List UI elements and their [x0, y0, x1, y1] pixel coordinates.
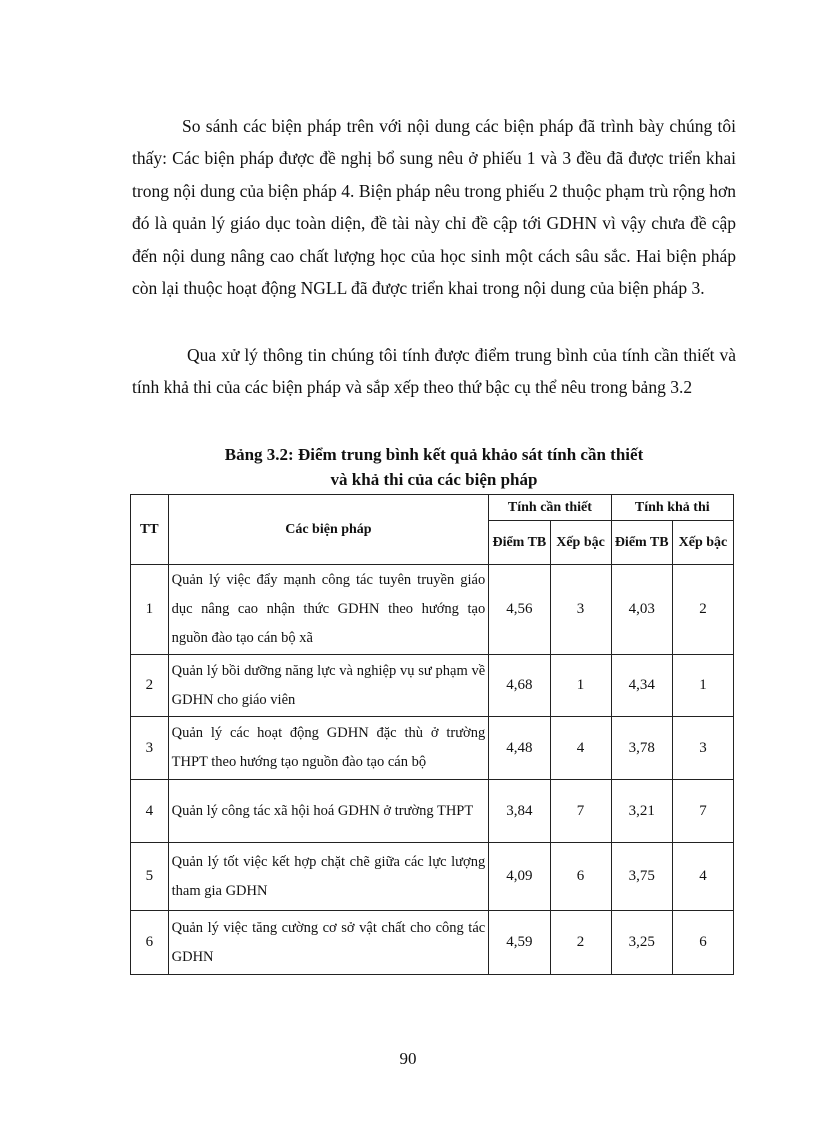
cell-measure: Quản lý tốt việc kết hợp chặt chẽ giữa các lực lượng tham gia GDHN: [168, 843, 489, 911]
cell-necessity-score: 4,48: [489, 717, 550, 780]
cell-tt: 1: [131, 565, 169, 655]
body-paragraph: So sánh các biện pháp trên với nội dung các biện pháp đã trình bày chúng tôi thấy: Các biện pháp được đề nghị bổ sung nêu ở phiếu 1 và 3 đều đã được triển khai trong nội dung của biện pháp 4. Biện pháp nêu trong phiếu 2 thuộc phạm trù rộng hơn đó là quản lý giáo dục toàn diện, đề tài này chỉ đề cập tới GDHN vì vậy chưa đề cập đến nội dung nâng cao chất lượng học của học sinh một cách sâu sắc. Hai biện pháp còn lại thuộc hoạt động NGLL đã được triển khai trong nội dung của biện pháp 3.: [132, 116, 736, 299]
cell-feasibility-score: 3,25: [611, 911, 672, 975]
page-number: 90: [399, 1049, 417, 1068]
cell-tt: 5: [131, 843, 169, 911]
cell-feasibility-rank: 1: [672, 655, 733, 717]
cell-feasibility-rank: 7: [672, 780, 733, 843]
body-paragraph: Qua xử lý thông tin chúng tôi tính được điểm trung bình của tính cần thiết và tính khả thi của các biện pháp và sắp xếp theo thứ bậc cụ thể nêu trong bảng 3.2: [132, 345, 736, 398]
cell-measure: Quản lý việc đẩy mạnh công tác tuyên truyền giáo dục nâng cao nhận thức GDHN theo hướng tạo nguồn đào tạo cán bộ xã: [168, 565, 489, 655]
header-tt: TT: [131, 495, 169, 565]
cell-feasibility-score: 4,03: [611, 565, 672, 655]
table-row: [131, 843, 734, 911]
cell-necessity-rank: 2: [550, 911, 611, 975]
cell-necessity-rank: 6: [550, 843, 611, 911]
cell-tt: 6: [131, 911, 169, 975]
cell-feasibility-score: 3,21: [611, 780, 672, 843]
header-avg-score: Điểm TB: [611, 521, 672, 565]
header-rank: Xếp bậc: [672, 521, 733, 565]
results-table: [130, 494, 734, 975]
cell-feasibility-rank: 2: [672, 565, 733, 655]
table-row: [131, 780, 734, 843]
cell-necessity-score: 4,56: [489, 565, 550, 655]
table-caption-line: Bảng 3.2: Điểm trung bình kết quả khảo sát tính cần thiết: [224, 445, 644, 464]
header-measures: Các biện pháp: [168, 495, 489, 565]
cell-feasibility-score: 3,75: [611, 843, 672, 911]
cell-feasibility-rank: 3: [672, 717, 733, 780]
cell-feasibility-score: 3,78: [611, 717, 672, 780]
table-row: [131, 717, 734, 780]
cell-measure: Quản lý công tác xã hội hoá GDHN ở trường THPT: [168, 780, 489, 843]
header-necessity: Tính cần thiết: [489, 495, 611, 521]
table-row: [131, 565, 734, 655]
table-row: [131, 655, 734, 717]
header-avg-score: Điểm TB: [489, 521, 550, 565]
cell-measure: Quản lý các hoạt động GDHN đặc thù ở trường THPT theo hướng tạo nguồn đào tạo cán bộ: [168, 717, 489, 780]
cell-necessity-rank: 4: [550, 717, 611, 780]
cell-measure: Quản lý việc tăng cường cơ sở vật chất cho công tác GDHN: [168, 911, 489, 975]
cell-feasibility-score: 4,34: [611, 655, 672, 717]
cell-tt: 2: [131, 655, 169, 717]
cell-necessity-rank: 7: [550, 780, 611, 843]
cell-feasibility-rank: 4: [672, 843, 733, 911]
cell-necessity-rank: 3: [550, 565, 611, 655]
cell-feasibility-rank: 6: [672, 911, 733, 975]
table-row: [131, 911, 734, 975]
table-caption-line: và khả thi của các biện pháp: [330, 470, 538, 489]
cell-necessity-score: 4,09: [489, 843, 550, 911]
cell-tt: 4: [131, 780, 169, 843]
header-rank: Xếp bậc: [550, 521, 611, 565]
cell-necessity-rank: 1: [550, 655, 611, 717]
header-feasibility: Tính khả thi: [611, 495, 733, 521]
cell-measure: Quản lý bồi dưỡng năng lực và nghiệp vụ sư phạm về GDHN cho giáo viên: [168, 655, 489, 717]
cell-tt: 3: [131, 717, 169, 780]
cell-necessity-score: 3,84: [489, 780, 550, 843]
cell-necessity-score: 4,59: [489, 911, 550, 975]
cell-necessity-score: 4,68: [489, 655, 550, 717]
